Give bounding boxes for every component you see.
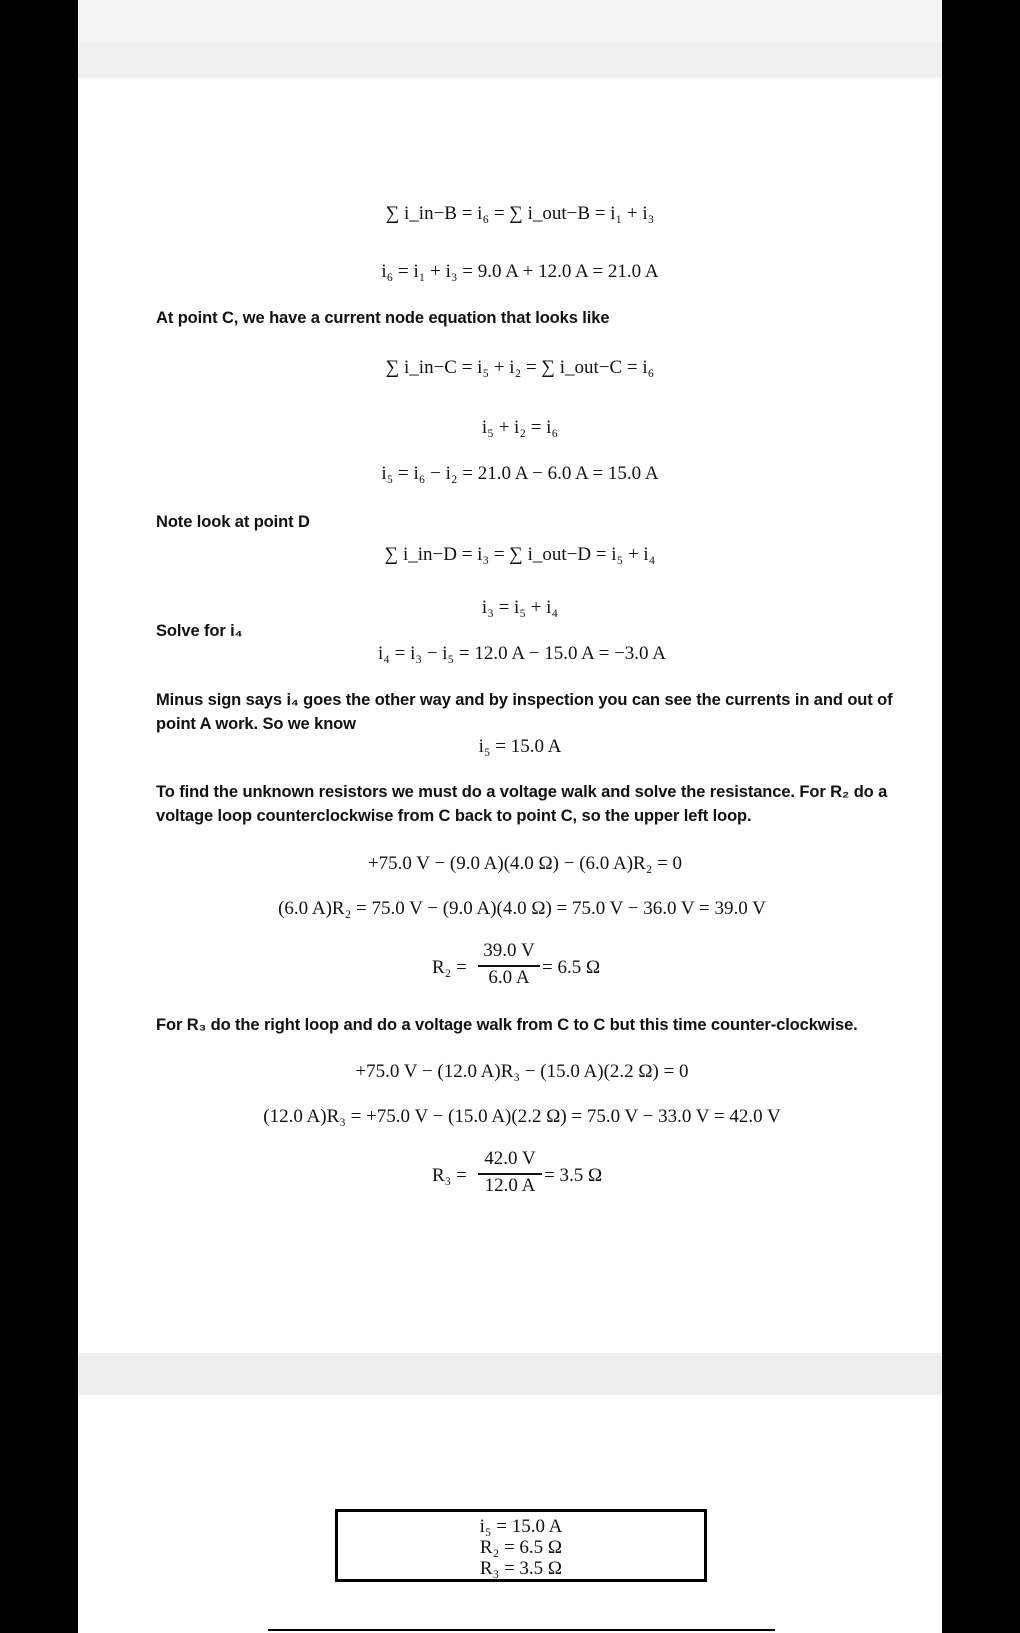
r3-fraction [430, 1148, 630, 1204]
node-c-equation: ∑ i_in−C = i₅ + i₂ = ∑ i_out−C = i₆ [385, 357, 655, 378]
page-gap-top [78, 0, 942, 42]
final-answer-box [335, 1509, 707, 1582]
point-d-intro-text: Note look at point D [156, 513, 310, 531]
r2-fraction-numerator: 39.0 V [483, 940, 535, 961]
r3-loop-equation: +75.0 V − (12.0 A)R₃ − (15.0 A)(2.2 Ω) = 0 [355, 1061, 689, 1082]
previous-page-footer [78, 42, 942, 78]
r2-fraction-denominator: 6.0 A [488, 967, 530, 988]
i5-result-equation: i₅ = i₆ − i₂ = 21.0 A − 6.0 A = 15.0 A [381, 463, 659, 484]
r2-fraction [430, 940, 630, 996]
r3-instructions: For R₃ do the right loop and do a voltage walk from C to C but this time counter-clockwise. [156, 1016, 858, 1034]
node-d-sum-equation: i₃ = i₅ + i₄ [481, 597, 559, 618]
page-gap-bottom [78, 1353, 942, 1395]
r2-loop-equation: +75.0 V − (9.0 A)(4.0 Ω) − (6.0 A)R₂ = 0 [367, 853, 683, 874]
r2-instructions: To find the unknown resistors we must do a voltage walk and solve the resistance. For R₂ do a voltage loop counterclockwise from C back to point C, so the upper left loop. [156, 783, 888, 825]
left-screen-edge [0, 0, 78, 1633]
node-d-equation: ∑ i_in−D = i₃ = ∑ i_out−D = i₅ + i₄ [384, 544, 656, 565]
answer-i5: i₅ = 15.0 A [479, 1516, 563, 1537]
r3-fraction-rhs: = 3.5 Ω [544, 1165, 603, 1186]
node-b-equation: ∑ i_in−B = i₆ = ∑ i_out−B = i₁ + i₃ [385, 203, 655, 224]
point-c-intro-text: At point C, we have a current node equation that looks like [156, 309, 610, 327]
bottom-rule [268, 1629, 775, 1631]
i6-result-equation: i₆ = i₁ + i₃ = 9.0 A + 12.0 A = 21.0 A [381, 261, 659, 282]
r2-rearranged-equation: (6.0 A)R₂ = 75.0 V − (9.0 A)(4.0 Ω) = 75.0 V − 36.0 V = 39.0 V [278, 898, 766, 919]
i4-result-equation: i₄ = i₃ − i₅ = 12.0 A − 15.0 A = −3.0 A [378, 643, 666, 664]
r3-fraction-lhs: R₃ = [432, 1165, 467, 1186]
answer-r3: R₃ = 3.5 Ω [479, 1558, 563, 1579]
minus-sign-note: Minus sign says i₄ goes the other way and by inspection you can see the currents in and out of point A work. So we know [156, 691, 893, 733]
node-c-sum-equation: i₅ + i₂ = i₆ [481, 417, 559, 438]
i5-known-equation: i₅ = 15.0 A [478, 736, 562, 757]
r3-rearranged-equation: (12.0 A)R₃ = +75.0 V − (15.0 A)(2.2 Ω) = 75.0 V − 33.0 V = 42.0 V [263, 1106, 781, 1127]
right-screen-edge [942, 0, 1020, 1633]
r3-fraction-denominator: 12.0 A [484, 1175, 536, 1196]
r2-fraction-lhs: R₂ = [432, 957, 467, 978]
answer-r2: R₂ = 6.5 Ω [479, 1537, 563, 1558]
solve-i4-label: Solve for i₄ [156, 622, 243, 640]
r3-fraction-numerator: 42.0 V [484, 1148, 536, 1169]
r2-fraction-rhs: = 6.5 Ω [542, 957, 601, 978]
